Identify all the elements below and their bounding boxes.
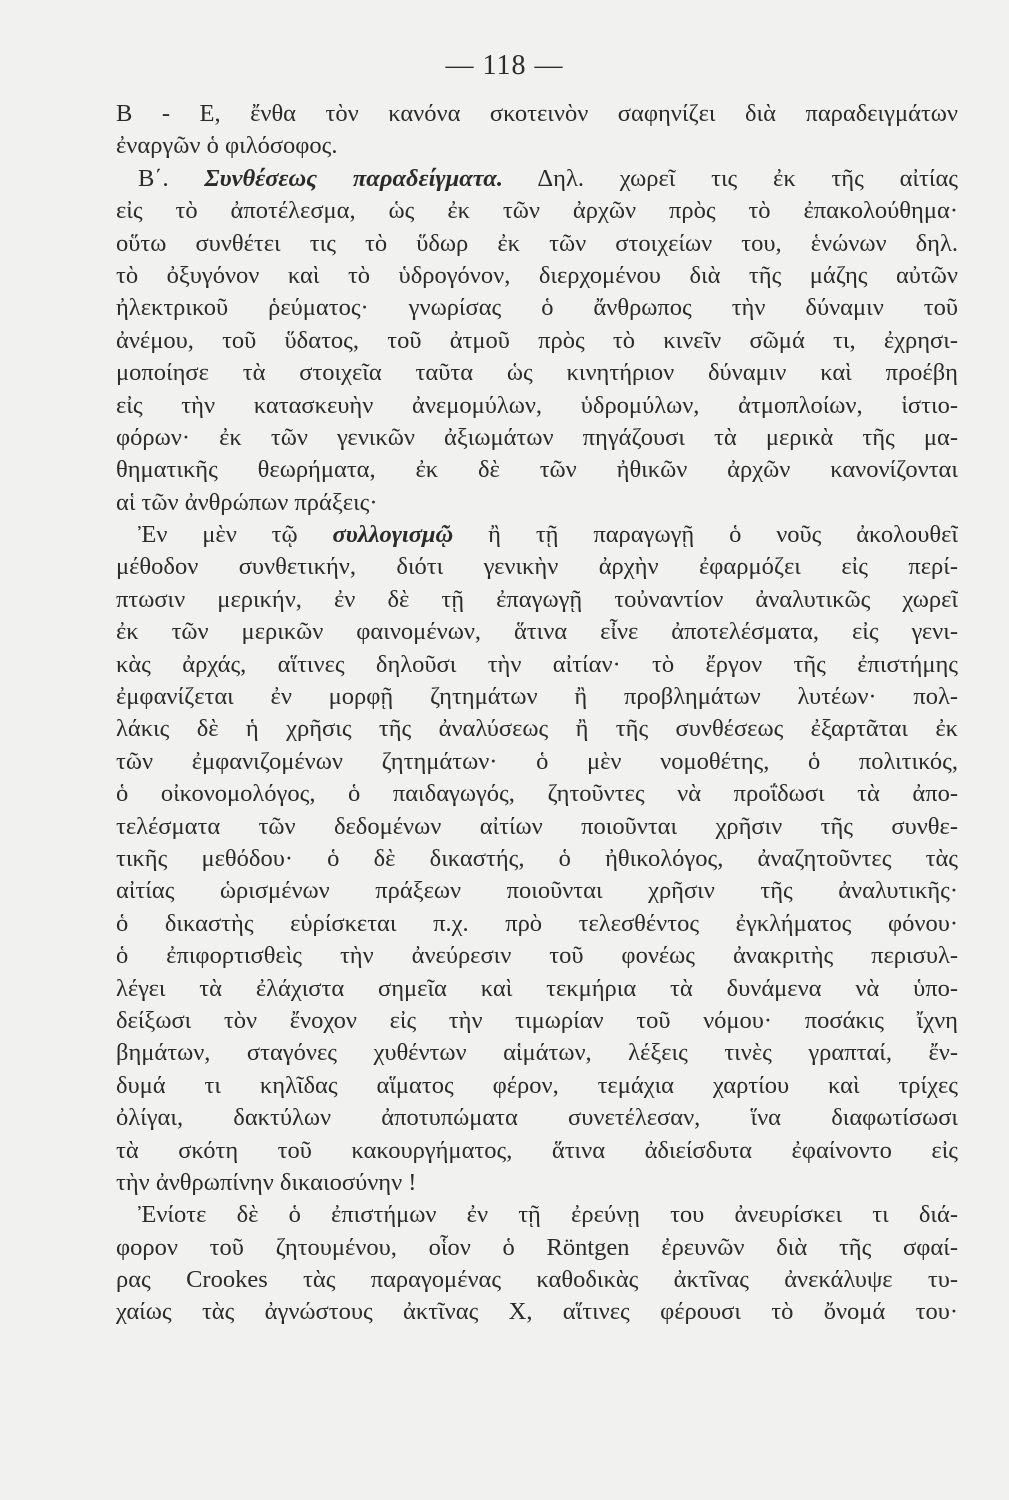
text-line: δυμά τι κηλῖδας αἵματος φέρον, τεμάχια χαρτίου καὶ τρίχες (116, 1071, 958, 1099)
text-line: τὸ ὀξυγόνον καὶ τὸ ὑδρογόνον, διερχομένου διὰ τῆς μάζης αὐτῶν (116, 261, 958, 289)
text-line: δείξωσι τὸν ἔνοχον εἰς τὴν τιμωρίαν τοῦ νόμου· ποσάκις ἴχνη (116, 1006, 958, 1034)
text-line: βημάτων, σταγόνες χυθέντων αἱμάτων, λέξεις τινὲς γραπταί, ἔν- (116, 1039, 958, 1067)
text-line: ἐμφανίζεται ἐν μορφῇ ζητημάτων ἢ προβλημάτων λυτέων· πολ- (116, 683, 958, 711)
text-line: ὀλίγαι, δακτύλων ἀποτυπώματα συνετέλεσαν, ἵνα διαφωτίσωσι (116, 1104, 958, 1132)
text-line: φορον τοῦ ζητουμένου, οἷον ὁ Röntgen ἐρευνῶν διὰ τῆς σφαί- (116, 1233, 958, 1261)
emphasized-term: Συνθέσεως παραδείγματα. (204, 164, 503, 192)
text-line: αἱ τῶν ἀνθρώπων πράξεις· (116, 488, 378, 516)
text-line: Β - Ε, ἔνθα τὸν κανόνα σκοτεινὸν σαφηνίζει διὰ παραδειγμάτων (116, 100, 958, 127)
text-line: ἐναργῶν ὁ φιλόσοφος. (116, 132, 338, 160)
text-line: ὁ ἐπιφορτισθεὶς τὴν ἀνεύρεσιν τοῦ φονέως ἀνακριτὴς περισυλ- (116, 942, 958, 970)
text-line: τῶν ἐμφανιζομένων ζητημάτων· ὁ μὲν νομοθέτης, ὁ πολιτικός, (116, 747, 958, 775)
text-line: αἰτίας ὡρισμένων πράξεων ποιοῦνται χρῆσιν τῆς ἀναλυτικῆς· (116, 877, 958, 905)
text-line: φόρων· ἐκ τῶν γενικῶν ἀξιωμάτων πηγάζουσι τὰ μερικὰ τῆς μα- (116, 423, 958, 451)
text-line: ἠλεκτρικοῦ ῥεύματος· γνωρίσας ὁ ἄνθρωπος τὴν δύναμιν τοῦ (116, 294, 958, 322)
text-line: τικῆς μεθόδου· ὁ δὲ δικαστής, ὁ ἠθικολόγος, ἀναζητοῦντες τὰς (116, 844, 958, 872)
text-line: ρας Crookes τὰς παραγομένας καθοδικὰς ἀκτῖνας ἀνεκάλυψε τυ- (116, 1266, 958, 1294)
text-line: τὰ σκότη τοῦ κακουργήματος, ἅτινα ἀδιείσδυτα ἐφαίνοντο εἰς (116, 1136, 958, 1164)
text-line: μοποίησε τὰ στοιχεῖα ταῦτα ὡς κινητήριον δύναμιν καὶ προέβη (116, 359, 958, 387)
text-line: Ἐνίοτε δὲ ὁ ἐπιστήμων ἐν τῇ ἐρεύνῃ του ἀνευρίσκει τι διά- (138, 1201, 958, 1229)
body-text (116, 98, 958, 1329)
text-line: χαίως τὰς ἀγνώστους ἀκτῖνας Χ, αἵτινες φέρουσι τὸ ὄνομά του· (116, 1298, 958, 1326)
text-line: κὰς ἀρχάς, αἵτινες δηλοῦσι τὴν αἰτίαν· τὸ ἔργον τῆς ἐπιστήμης (116, 650, 958, 678)
text-line: λέγει τὰ ἐλάχιστα σημεῖα καὶ τεκμήρια τὰ δυνάμενα νὰ ὑπο- (116, 974, 958, 1002)
text-segment: Β΄. (138, 164, 205, 192)
text-line: ὁ δικαστὴς εὑρίσκεται π.χ. πρὸ τελεσθέντος ἐγκλήματος φόνου· (116, 909, 958, 937)
text-segment: ἢ τῇ παραγωγῇ ὁ νοῦς ἀκολουθεῖ (453, 521, 958, 549)
text-line: ὁ οἰκονομολόγος, ὁ παιδαγωγός, ζητοῦντες νὰ προΐδωσι τὰ ἀπο- (116, 780, 958, 808)
emphasized-term: συλλογισμῷ (332, 521, 454, 549)
text-line: εἰς τὴν κατασκευὴν ἀνεμομύλων, ὑδρομύλων, ἀτμοπλοίων, ἱστιο- (116, 391, 958, 419)
text-line: πτωσιν μερικήν, ἐν δὲ τῇ ἐπαγωγῇ τοὐναντίον ἀναλυτικῶς χωρεῖ (116, 585, 958, 613)
text-line: οὕτω συνθέτει τις τὸ ὕδωρ ἐκ τῶν στοιχείων του, ἑνώνων δηλ. (116, 229, 958, 257)
text-line: λάκις δὲ ἡ χρῆσις τῆς ἀναλύσεως ἢ τῆς συνθέσεως ἐξαρτᾶται ἐκ (116, 715, 958, 743)
text-line: ἐκ τῶν μερικῶν φαινομένων, ἅτινα εἶνε ἀποτελέσματα, εἰς γενι- (116, 618, 958, 646)
text-line: μέθοδον συνθετικήν, διότι γενικὴν ἀρχὴν ἐφαρμόζει εἰς περί- (116, 553, 958, 581)
text-segment: Ἐν μὲν τῷ (138, 521, 333, 549)
text-line: τὴν ἀνθρωπίνην δικαιοσύνην ! (116, 1168, 417, 1196)
text-line: εἰς τὸ ἀποτέλεσμα, ὡς ἐκ τῶν ἀρχῶν πρὸς τὸ ἐπακολούθημα· (116, 197, 958, 225)
text-line (116, 163, 958, 195)
page-number: — 118 — (445, 50, 564, 81)
text-line: θηματικῆς θεωρήματα, ἐκ δὲ τῶν ἠθικῶν ἀρχῶν κανονίζονται (116, 456, 958, 484)
text-line: ἀνέμου, τοῦ ὕδατος, τοῦ ἀτμοῦ πρὸς τὸ κινεῖν σῶμά τι, ἐχρησι- (116, 326, 958, 354)
text-line: τελέσματα τῶν δεδομένων αἰτίων ποιοῦνται χρῆσιν τῆς συνθε- (116, 812, 958, 840)
text-line (116, 519, 958, 551)
text-segment: Δηλ. χωρεῖ τις ἐκ τῆς αἰτίας (502, 164, 958, 192)
